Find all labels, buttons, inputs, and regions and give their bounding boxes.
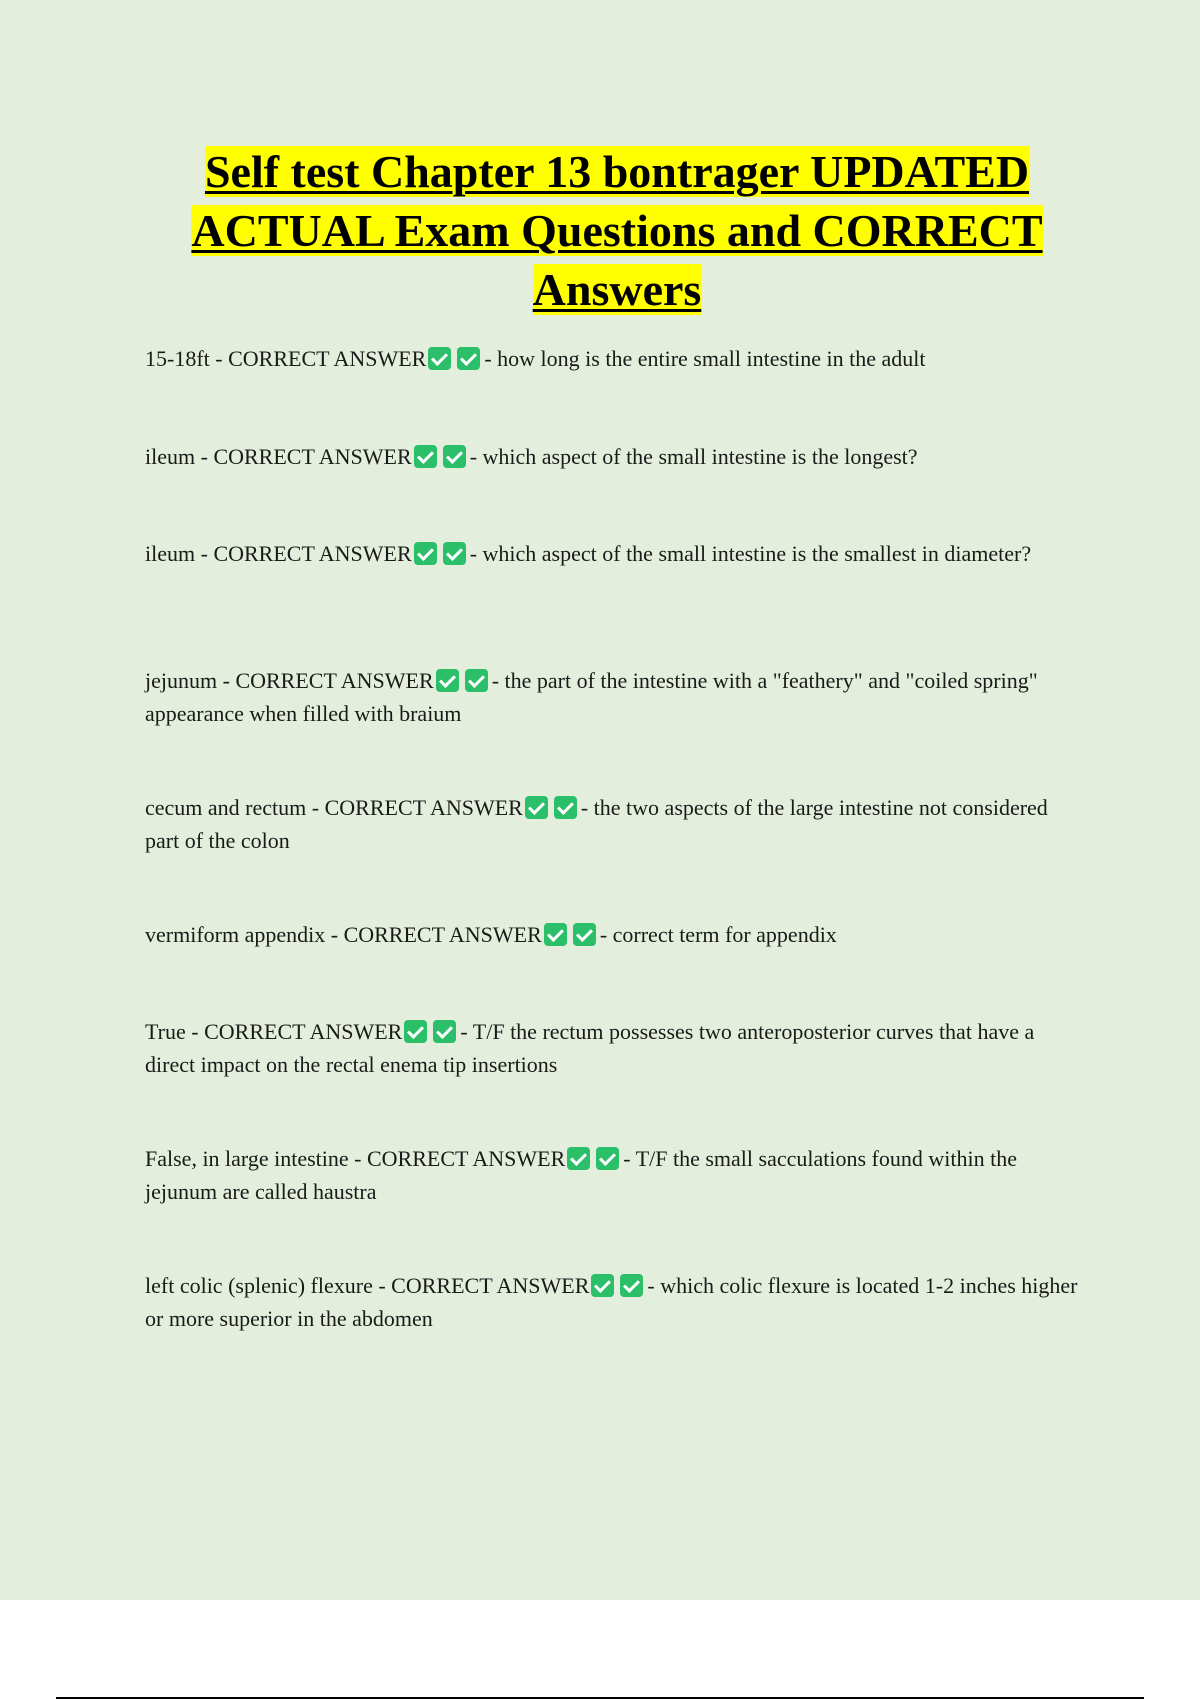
qa-item: True - CORRECT ANSWER - T/F the rectum possesses two anteroposterior curves that have a direct impact on the rectal enema tip insertions <box>145 1019 1035 1077</box>
question-text: which colic flexure is located 1-2 inches higher or more superior in the abdomen <box>145 1273 1078 1331</box>
answer-text: vermiform appendix <box>145 922 326 947</box>
qa-item: ileum - CORRECT ANSWER - which aspect of the small intestine is the longest? <box>145 444 918 469</box>
check-icon <box>620 1274 643 1297</box>
question-text: T/F the rectum possesses two anteroposterior curves that have a direct impact on the rectal enema tip insertions <box>145 1019 1035 1077</box>
correct-answer-label: CORRECT ANSWER <box>213 444 412 469</box>
check-icon <box>443 542 466 565</box>
check-icon <box>457 347 480 370</box>
answer-text: jejunum <box>145 668 218 693</box>
check-icon <box>414 542 437 565</box>
qa-item: False, in large intestine - CORRECT ANSWER - T/F the small sacculations found within the jejunum are called haustra <box>145 1146 1017 1204</box>
correct-answer-label: CORRECT ANSWER <box>228 346 427 371</box>
qa-item: cecum and rectum - CORRECT ANSWER - the two aspects of the large intestine not considered part of the colon <box>145 795 1048 853</box>
check-icon <box>573 923 596 946</box>
question-text: which aspect of the small intestine is the smallest in diameter? <box>482 541 1032 566</box>
question-text: the part of the intestine with a "feathery" and "coiled spring" appearance when filled with braium <box>145 668 1038 726</box>
qa-item: ileum - CORRECT ANSWER - which aspect of the small intestine is the smallest in diameter? <box>145 541 1032 566</box>
check-icon <box>428 347 451 370</box>
question-text: how long is the entire small intestine in the adult <box>497 346 926 371</box>
check-icon <box>544 923 567 946</box>
correct-answer-label: CORRECT ANSWER <box>235 668 434 693</box>
check-icon <box>436 669 459 692</box>
correct-answer-label: CORRECT ANSWER <box>213 541 412 566</box>
question-text: the two aspects of the large intestine not considered part of the colon <box>145 795 1048 853</box>
qa-item: left colic (splenic) flexure - CORRECT ANSWER - which colic flexure is located 1-2 inches higher or more superior in the abdomen <box>145 1273 1078 1331</box>
qa-item: vermiform appendix - CORRECT ANSWER - correct term for appendix <box>145 922 837 947</box>
check-icon <box>591 1274 614 1297</box>
question-text: which aspect of the small intestine is the longest? <box>482 444 918 469</box>
answer-text: left colic (splenic) flexure <box>145 1273 373 1298</box>
answer-text: cecum and rectum <box>145 795 307 820</box>
check-icon <box>525 796 548 819</box>
correct-answer-label: CORRECT ANSWER <box>391 1273 590 1298</box>
answer-text: ileum <box>145 541 196 566</box>
check-icon <box>554 796 577 819</box>
check-icon <box>404 1020 427 1043</box>
footer-divider <box>56 1697 1144 1699</box>
question-text: correct term for appendix <box>612 922 837 947</box>
document-title: Self test Chapter 13 bontrager UPDATED ACTUAL Exam Questions and CORRECT Answers <box>191 146 1043 315</box>
answer-text: False, in large intestine <box>145 1146 349 1171</box>
answer-text: 15-18ft <box>145 346 210 371</box>
qa-item: jejunum - CORRECT ANSWER - the part of the intestine with a "feathery" and "coiled spring" appearance when filled with braium <box>145 668 1038 726</box>
check-icon <box>433 1020 456 1043</box>
answer-text: ileum <box>145 444 196 469</box>
answer-text: True <box>145 1019 186 1044</box>
question-text: T/F the small sacculations found within the jejunum are called haustra <box>145 1146 1017 1204</box>
correct-answer-label: CORRECT ANSWER <box>343 922 542 947</box>
qa-item: 15-18ft - CORRECT ANSWER - how long is the entire small intestine in the adult <box>145 346 926 371</box>
check-icon <box>443 445 466 468</box>
check-icon <box>465 669 488 692</box>
correct-answer-label: CORRECT ANSWER <box>324 795 523 820</box>
check-icon <box>414 445 437 468</box>
correct-answer-label: CORRECT ANSWER <box>367 1146 566 1171</box>
correct-answer-label: CORRECT ANSWER <box>204 1019 403 1044</box>
check-icon <box>567 1147 590 1170</box>
check-icon <box>596 1147 619 1170</box>
